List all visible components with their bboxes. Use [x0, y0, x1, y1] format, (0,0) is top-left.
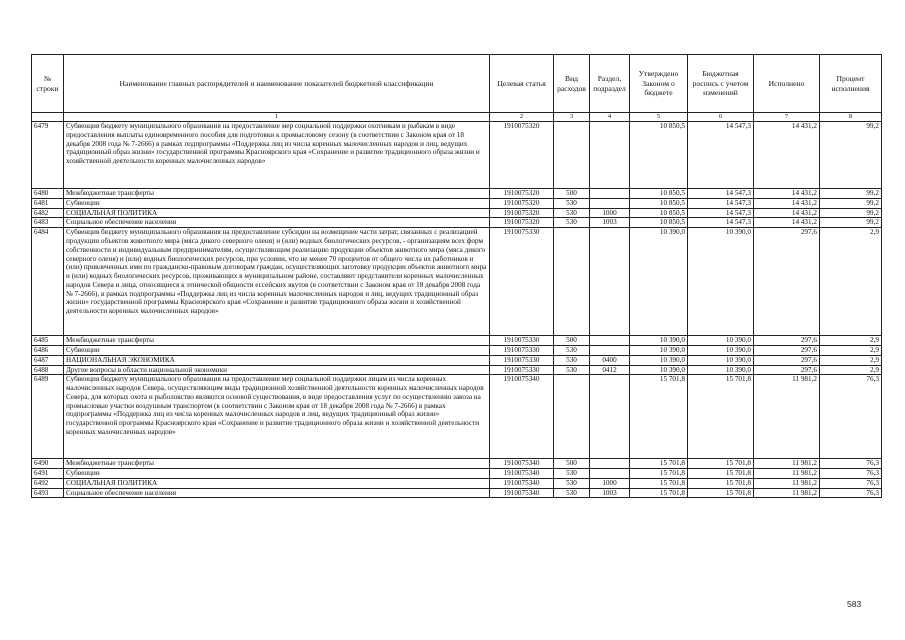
row-budget-list: 14 547,3 — [688, 122, 754, 189]
row-expense-type: 530 — [554, 208, 590, 218]
row-target: 1910075320 — [490, 122, 554, 189]
row-name: Субвенция бюджету муниципального образования на предоставление мер социальной поддержки охотникам и рыбакам в виде предоставления выплаты единовременного пособия для подготовки к промысловому сезону (в соответствии с Законом края от 18 декабря 2008 года № 7-2666) в рамках подпрограммы «Поддержка лиц из числа коренных малочисленных народов и лиц, ведущих традиционный образ жизни» государственной программы Красноярского края «Сохранение и развитие традиционного образа жизни и хозяйственной деятельности коренных малочисленных народов» — [64, 122, 490, 189]
row-approved: 10 850,5 — [630, 218, 688, 228]
table-row — [32, 488, 882, 498]
page-number: 583 — [847, 599, 862, 609]
row-executed: 11 981,2 — [754, 375, 820, 459]
header-approved: Утверждено Законом о бюджете — [630, 55, 688, 113]
row-approved: 10 850,5 — [630, 208, 688, 218]
row-percent: 76,3 — [820, 375, 882, 459]
row-section — [590, 336, 630, 346]
row-section — [590, 459, 630, 469]
row-target: 1910075320 — [490, 198, 554, 208]
row-name: Другие вопросы в области национальной экономики — [64, 365, 490, 375]
row-approved: 10 390,0 — [630, 355, 688, 365]
row-section — [590, 189, 630, 199]
row-name: Социальное обеспечение населения — [64, 218, 490, 228]
row-target: 1910075330 — [490, 228, 554, 336]
table-row — [32, 375, 882, 459]
row-expense-type — [554, 375, 590, 459]
row-percent: 99,2 — [820, 122, 882, 189]
row-target: 1910075320 — [490, 189, 554, 199]
table-row — [32, 355, 882, 365]
row-number: 6484 — [32, 228, 64, 336]
header-section: Раздел, подраздел — [590, 55, 630, 113]
column-number-row — [32, 113, 882, 122]
row-name: СОЦИАЛЬНАЯ ПОЛИТИКА — [64, 208, 490, 218]
row-target: 1910075330 — [490, 336, 554, 346]
row-percent: 2,9 — [820, 345, 882, 355]
row-executed: 11 981,2 — [754, 488, 820, 498]
row-name: Субвенции — [64, 469, 490, 479]
row-section: 1003 — [590, 488, 630, 498]
row-budget-list: 14 547,3 — [688, 189, 754, 199]
row-target: 1910075340 — [490, 375, 554, 459]
row-section: 0412 — [590, 365, 630, 375]
row-percent: 99,2 — [820, 218, 882, 228]
table-body — [32, 122, 882, 498]
row-expense-type: 500 — [554, 336, 590, 346]
header-budget-list: Бюджетная роспись с учетом изменений — [688, 55, 754, 113]
row-percent: 99,2 — [820, 189, 882, 199]
row-section — [590, 469, 630, 479]
row-section: 1000 — [590, 208, 630, 218]
row-executed: 14 431,2 — [754, 189, 820, 199]
row-approved: 15 701,8 — [630, 459, 688, 469]
row-section — [590, 122, 630, 189]
row-budget-list: 14 547,3 — [688, 198, 754, 208]
row-expense-type: 530 — [554, 478, 590, 488]
column-number: 7 — [754, 113, 820, 122]
row-section: 1000 — [590, 478, 630, 488]
row-approved: 10 850,5 — [630, 198, 688, 208]
row-percent: 76,3 — [820, 488, 882, 498]
row-number: 6480 — [32, 189, 64, 199]
row-approved: 10 390,0 — [630, 365, 688, 375]
row-executed: 14 431,2 — [754, 122, 820, 189]
row-percent: 76,3 — [820, 459, 882, 469]
row-budget-list: 15 701,8 — [688, 375, 754, 459]
row-name: НАЦИОНАЛЬНАЯ ЭКОНОМИКА — [64, 355, 490, 365]
row-executed: 14 431,2 — [754, 218, 820, 228]
row-executed: 297,6 — [754, 228, 820, 336]
row-expense-type: 530 — [554, 218, 590, 228]
row-executed: 14 431,2 — [754, 208, 820, 218]
row-target: 1910075330 — [490, 355, 554, 365]
row-number: 6481 — [32, 198, 64, 208]
table-row — [32, 189, 882, 199]
row-percent: 99,2 — [820, 208, 882, 218]
table-row — [32, 208, 882, 218]
column-number: 6 — [688, 113, 754, 122]
row-approved: 10 390,0 — [630, 345, 688, 355]
row-section — [590, 345, 630, 355]
table-row — [32, 228, 882, 336]
header-name: Наименование главных распорядителей и наименование показателей бюджетной классификации — [64, 55, 490, 113]
row-executed: 11 981,2 — [754, 459, 820, 469]
row-approved: 10 390,0 — [630, 228, 688, 336]
row-name: Межбюджетные трансферты — [64, 336, 490, 346]
row-budget-list: 14 547,3 — [688, 218, 754, 228]
row-expense-type: 530 — [554, 365, 590, 375]
table-row — [32, 198, 882, 208]
row-executed: 297,6 — [754, 336, 820, 346]
row-number: 6491 — [32, 469, 64, 479]
row-budget-list: 10 390,0 — [688, 345, 754, 355]
row-expense-type — [554, 228, 590, 336]
table-row — [32, 365, 882, 375]
row-budget-list: 15 701,8 — [688, 488, 754, 498]
row-number: 6482 — [32, 208, 64, 218]
table-row — [32, 336, 882, 346]
row-target: 1910075330 — [490, 345, 554, 355]
row-budget-list: 14 547,3 — [688, 208, 754, 218]
row-executed: 11 981,2 — [754, 478, 820, 488]
row-percent: 2,9 — [820, 355, 882, 365]
row-expense-type: 530 — [554, 469, 590, 479]
row-target: 1910075340 — [490, 459, 554, 469]
row-number: 6479 — [32, 122, 64, 189]
table-row — [32, 122, 882, 189]
header-executed: Исполнено — [754, 55, 820, 113]
row-approved: 15 701,8 — [630, 469, 688, 479]
table-row — [32, 218, 882, 228]
column-number: 2 — [490, 113, 554, 122]
row-expense-type: 530 — [554, 355, 590, 365]
row-name: СОЦИАЛЬНАЯ ПОЛИТИКА — [64, 478, 490, 488]
row-executed: 11 981,2 — [754, 469, 820, 479]
row-expense-type — [554, 122, 590, 189]
budget-execution-table — [31, 54, 882, 498]
row-percent: 76,3 — [820, 478, 882, 488]
column-number: 8 — [820, 113, 882, 122]
row-expense-type: 500 — [554, 189, 590, 199]
row-executed: 297,6 — [754, 345, 820, 355]
row-budget-list: 10 390,0 — [688, 365, 754, 375]
row-percent: 2,9 — [820, 365, 882, 375]
row-name: Субвенция бюджету муниципального образования на предоставление субсидии на возмещение части затрат, связанных с реализацией продукции объектов животного мира (мяса дикого северного оленя) и (или) водных биологических ресурсов, - организациям всех форм собственности и индивидуальным предпринимателям, осуществляющим реализацию продукции объектов животного мира (мяса дикого северного оленя) и (или) водных биологических ресурсов, при условии, что не менее 70 процентов от общего числа их работников и (или) привлеченных ими по гражданско-правовым договорам граждан, осуществляющих заготовку продукции объектов животного мира и (или) водных биологических ресурсов, проживающих в муниципальном районе, составляют представители коренных малочисленных народов Севера и лица, относящиеся к этнической общности ессейских якутов (в соответствии с Законом края от 18 декабря 2008 года № 7-2666), в рамках подпрограммы «Поддержка лиц из числа коренных малочисленных народов и лиц, ведущих традиционный образ жизни» государственной программы Красноярского края «Сохранение и развитие традиционного образа жизни и хозяйственной деятельности коренных малочисленных народов» — [64, 228, 490, 336]
row-number: 6487 — [32, 355, 64, 365]
row-approved: 10 850,5 — [630, 189, 688, 199]
row-executed: 297,6 — [754, 365, 820, 375]
row-budget-list: 15 701,8 — [688, 478, 754, 488]
table-row — [32, 345, 882, 355]
row-expense-type: 530 — [554, 345, 590, 355]
row-number: 6488 — [32, 365, 64, 375]
row-target: 1910075320 — [490, 208, 554, 218]
row-number: 6489 — [32, 375, 64, 459]
row-expense-type: 530 — [554, 488, 590, 498]
table-row — [32, 478, 882, 488]
row-number: 6492 — [32, 478, 64, 488]
column-number: 5 — [630, 113, 688, 122]
row-approved: 10 850,5 — [630, 122, 688, 189]
row-number: 6493 — [32, 488, 64, 498]
row-name: Субвенции — [64, 198, 490, 208]
row-section — [590, 228, 630, 336]
row-executed: 297,6 — [754, 355, 820, 365]
column-number: 1 — [64, 113, 490, 122]
row-percent: 76,3 — [820, 469, 882, 479]
row-approved: 15 701,8 — [630, 488, 688, 498]
row-section — [590, 198, 630, 208]
row-section — [590, 375, 630, 459]
row-approved: 15 701,8 — [630, 478, 688, 488]
row-budget-list: 10 390,0 — [688, 355, 754, 365]
row-percent: 2,9 — [820, 228, 882, 336]
table-row — [32, 459, 882, 469]
row-name: Межбюджетные трансферты — [64, 459, 490, 469]
row-executed: 14 431,2 — [754, 198, 820, 208]
row-name: Социальное обеспечение населения — [64, 488, 490, 498]
header-row-no: № строки — [32, 55, 64, 113]
row-target: 1910075340 — [490, 469, 554, 479]
header-row — [32, 55, 882, 113]
row-target: 1910075330 — [490, 365, 554, 375]
row-section: 0400 — [590, 355, 630, 365]
column-number: 3 — [554, 113, 590, 122]
row-percent: 2,9 — [820, 336, 882, 346]
table-row — [32, 469, 882, 479]
row-section: 1003 — [590, 218, 630, 228]
row-budget-list: 15 701,8 — [688, 459, 754, 469]
row-target: 1910075340 — [490, 488, 554, 498]
column-number: 4 — [590, 113, 630, 122]
row-number: 6483 — [32, 218, 64, 228]
row-budget-list: 15 701,8 — [688, 469, 754, 479]
row-name: Субвенция бюджету муниципального образования на предоставление мер социальной поддержки лицам из числа коренных малочисленных народов Севера, осуществляющим виды традиционной хозяйственной деятельности коренных малочисленных народов Севера, для которых охота и рыболовство являются основой существования, в виде предоставления услуг по осуществлению завоза на промысловые участки воздушным транспортом (в соответствии с Законом края от 18 декабря 2008 года № 7-2666) в рамках подпрограммы «Поддержка лиц из числа коренных малочисленных народов и лиц, ведущих традиционный образ жизни» государственной программы Красноярского края «Сохранение и развитие традиционного образа жизни и хозяйственной деятельности коренных малочисленных народов» — [64, 375, 490, 459]
row-budget-list: 10 390,0 — [688, 336, 754, 346]
column-number — [32, 113, 64, 122]
row-number: 6485 — [32, 336, 64, 346]
row-approved: 10 390,0 — [630, 336, 688, 346]
row-expense-type: 530 — [554, 198, 590, 208]
table-header — [32, 55, 882, 122]
row-budget-list: 10 390,0 — [688, 228, 754, 336]
header-percent: Процент исполнения — [820, 55, 882, 113]
row-number: 6490 — [32, 459, 64, 469]
header-target: Целевая статья — [490, 55, 554, 113]
row-expense-type: 500 — [554, 459, 590, 469]
row-percent: 99,2 — [820, 198, 882, 208]
row-target: 1910075320 — [490, 218, 554, 228]
row-name: Межбюджетные трансферты — [64, 189, 490, 199]
row-target: 1910075340 — [490, 478, 554, 488]
header-expense-type: Вид расходов — [554, 55, 590, 113]
row-approved: 15 701,8 — [630, 375, 688, 459]
row-name: Субвенции — [64, 345, 490, 355]
row-number: 6486 — [32, 345, 64, 355]
